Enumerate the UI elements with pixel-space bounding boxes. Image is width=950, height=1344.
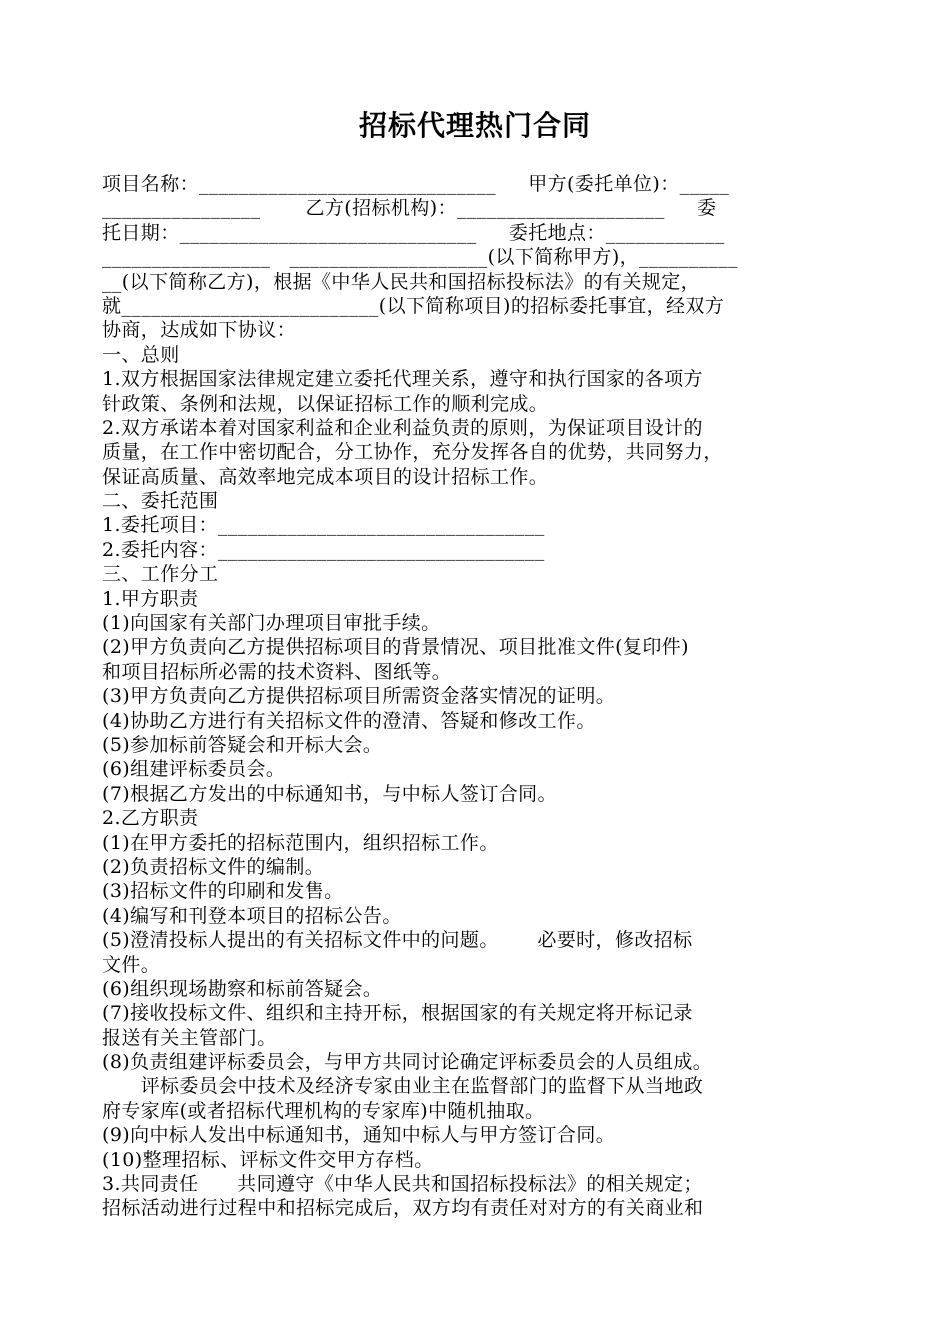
document-line: 一、总则 [102,343,180,366]
document-line: 2.委托内容：_________________________________ [102,538,545,561]
document-line: 1.委托项目：_________________________________ [102,514,545,537]
document-line: (5)澄清投标人提出的有关招标文件中的问题。 必要时，修改招标 [102,929,693,952]
document-line: _________________ ____________________(以下简称甲方)，__________ [102,246,739,269]
document-line: (2)负责招标文件的编制。 [102,855,325,878]
document-line: (1)向国家有关部门办理项目审批手续。 [102,612,441,635]
document-line: 托日期：______________________________ 委托地点：____________ [102,221,725,244]
document-line: 府专家库(或者招标代理机构的专家库)中随机抽取。 [102,1099,545,1122]
document-line: 质量，在工作中密切配合，分工协作，充分发挥各自的优势，共同努力， [102,441,723,464]
document-line: (3)招标文件的印刷和发售。 [102,880,344,903]
document-line: 和项目招标所必需的技术资料、图纸等。 [102,660,452,683]
document-line: (3)甲方负责向乙方提供招标项目所需资金落实情况的证明。 [102,685,616,708]
document-line: (1)在甲方委托的招标范围内，组织招标工作。 [102,831,499,854]
document-line: 1.甲方职责 [102,587,199,610]
document-line: 2.双方承诺本着对国家利益和企业利益负责的原则，为保证项目设计的 [102,416,703,439]
document-line: 针政策、条例和法规，以保证招标工作的顺利完成。 [102,392,549,415]
document-line: (4)协助乙方进行有关招标文件的澄清、答疑和修改工作。 [102,709,596,732]
document-line: 评标委员会中技术及经济专家由业主在监督部门的监督下从当地政 [102,1075,704,1098]
document-line: (6)组建评标委员会。 [102,758,286,781]
document-line: (2)甲方负责向乙方提供招标项目的背景情况、项目批准文件(复印件) [102,636,689,659]
document-line: (10)整理招标、评标文件交甲方存档。 [102,1148,434,1171]
document-line: __(以下简称乙方)，根据《中华人民共和国招标投标法》的有关规定， [102,270,701,293]
document-line: (5)参加标前答疑会和开标大会。 [102,733,383,756]
document-line: 三、工作分工 [102,563,219,586]
document-body [102,172,852,1221]
document-line: 2.乙方职责 [102,807,199,830]
document-line: 文件。 [102,953,161,976]
document-line: 项目名称：______________________________ 甲方(委托单位)：_____ [102,173,730,195]
document-line: (9)向中标人发出中标通知书，通知中标人与甲方签订合同。 [102,1124,616,1147]
document-line: (6)组织现场勘察和标前答疑会。 [102,977,383,1000]
document-line: 保证高质量、高效率地完成本项目的设计招标工作。 [102,465,549,488]
document-line: 3.共同责任 共同遵守《中华人民共和国招标投标法》的相关规定； [102,1173,703,1196]
document-line: (4)编写和刊登本项目的招标公告。 [102,904,402,927]
document-line: 招标活动进行过程中和招标完成后，双方均有责任对对方的有关商业和 [102,1197,704,1220]
document-line: 报送有关主管部门。 [102,1026,277,1049]
document-title: 招标代理热门合同 [358,109,591,142]
document-line: 1.双方根据国家法律规定建立委托代理关系，遵守和执行国家的各项方 [102,368,703,391]
document-line: ________________ 乙方(招标机构)：_____________________ 委 [102,197,717,220]
document-line: (7)接收投标文件、组织和主持开标，根据国家的有关规定将开标记录 [102,1002,693,1025]
document-line: 二、委托范围 [102,490,219,513]
document-line: (8)负责组建评标委员会，与甲方共同讨论确定评标委员会的人员组成。 [102,1051,713,1074]
document-line: 就__________________________(以下简称项目)的招标委托事宜，经双方 [102,294,725,317]
document-line: (7)根据乙方发出的中标通知书，与中标人签订合同。 [102,782,557,805]
document-line: 协商，达成如下协议： [102,319,297,342]
